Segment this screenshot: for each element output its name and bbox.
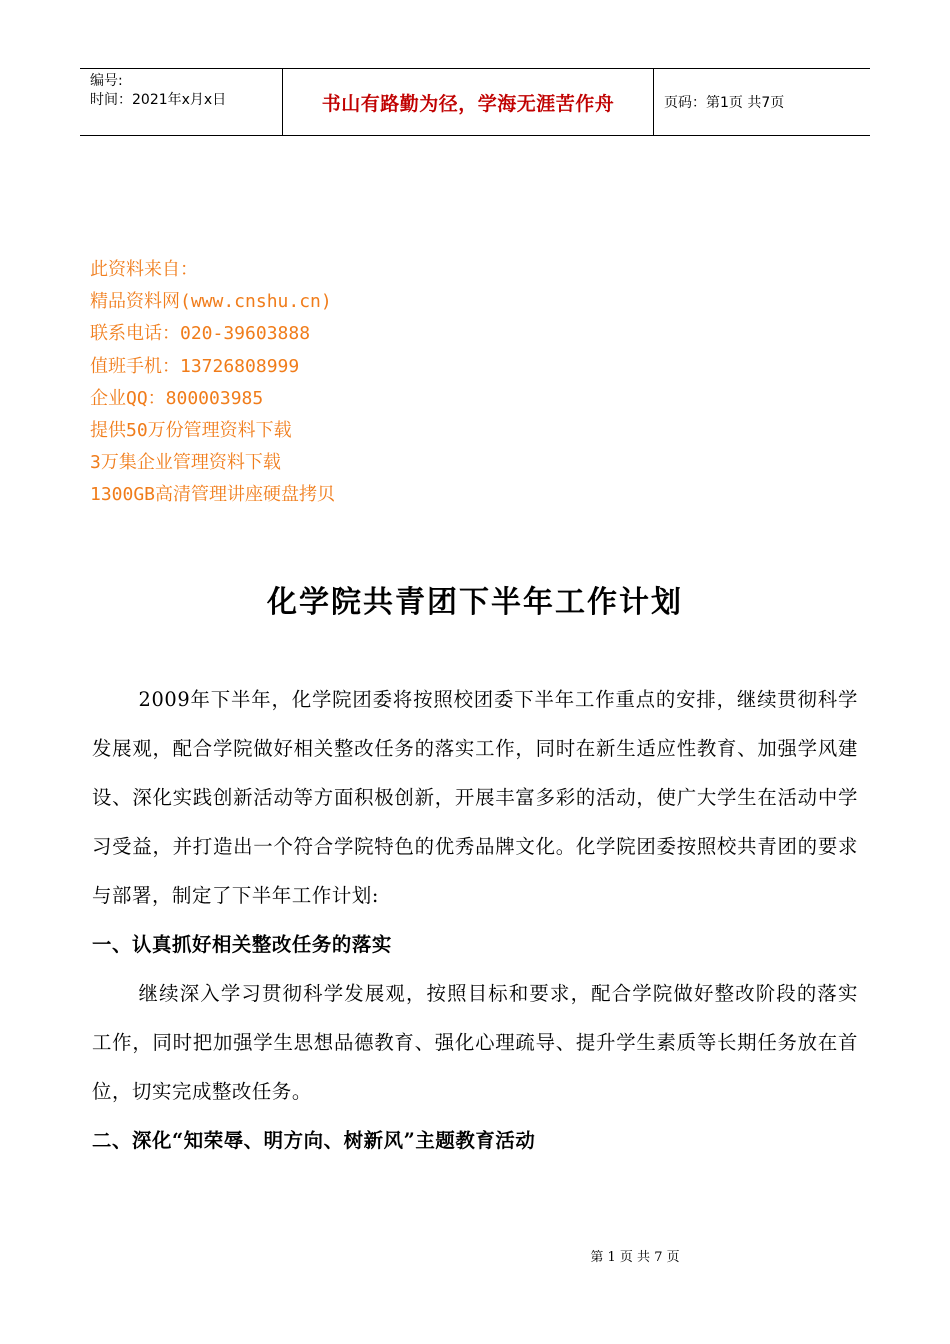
header-motto-cell bbox=[282, 69, 654, 135]
intro-paragraph: 2009年下半年，化学院团委将按照校团委下半年工作重点的安排，继续贯彻科学发展观，配合学院做好相关整改任务的落实工作，同时在新生适应性教育、加强学风建设、深化实践创新活动等方面积极创新，开展丰富多彩的活动，使广大学生在活动中学习受益，并打造出一个符合学院特色的优秀品牌文化。化学院团委按照校共青团的要求与部署，制定了下半年工作计划: bbox=[92, 688, 858, 907]
header-meta bbox=[80, 69, 282, 135]
source-line: 值班手机：13726808999 bbox=[90, 355, 300, 377]
section-paragraph-1: 继续深入学习贯彻科学发展观，按照目标和要求，配合学院做好整改阶段的落实工作，同时把加强学生思想品德教育、强化心理疏导、提升学生素质等长期任务放在首位，切实完成整改任务。 bbox=[92, 982, 858, 1103]
page-info-text: 页码：第1页 共7页 bbox=[664, 95, 785, 111]
header-table bbox=[80, 68, 870, 136]
source-line: 精品资料网(www.cnshu.cn) bbox=[90, 291, 332, 313]
source-line: 3万集企业管理资料下载 bbox=[90, 452, 281, 474]
time-label: 时间：2021年x月x日 bbox=[90, 92, 227, 108]
section-heading-1: 一、认真抓好相关整改任务的落实 bbox=[92, 933, 392, 956]
source-line: 联系电话：020-39603888 bbox=[90, 323, 311, 345]
source-line: 提供50万份管理资料下载 bbox=[90, 420, 292, 442]
source-info bbox=[90, 254, 335, 512]
source-line: 1300GB高清管理讲座硬盘拷贝 bbox=[90, 484, 336, 506]
footer-page-text: 第 1 页 共 7 页 bbox=[590, 1250, 680, 1265]
document-title: 化学院共青团下半年工作计划 bbox=[267, 585, 683, 620]
source-line: 此资料来自： bbox=[90, 259, 198, 280]
section-heading-2: 二、深化“知荣辱、明方向、树新风”主题教育活动 bbox=[92, 1129, 536, 1152]
page-footer bbox=[0, 1246, 950, 1265]
source-line: 企业QQ：800003985 bbox=[90, 387, 264, 409]
header-page-info bbox=[654, 69, 870, 135]
number-label: 编号: bbox=[90, 73, 123, 89]
document-body bbox=[92, 675, 858, 1165]
motto-text: 书山有路勤为径，学海无涯苦作舟 bbox=[321, 92, 615, 115]
